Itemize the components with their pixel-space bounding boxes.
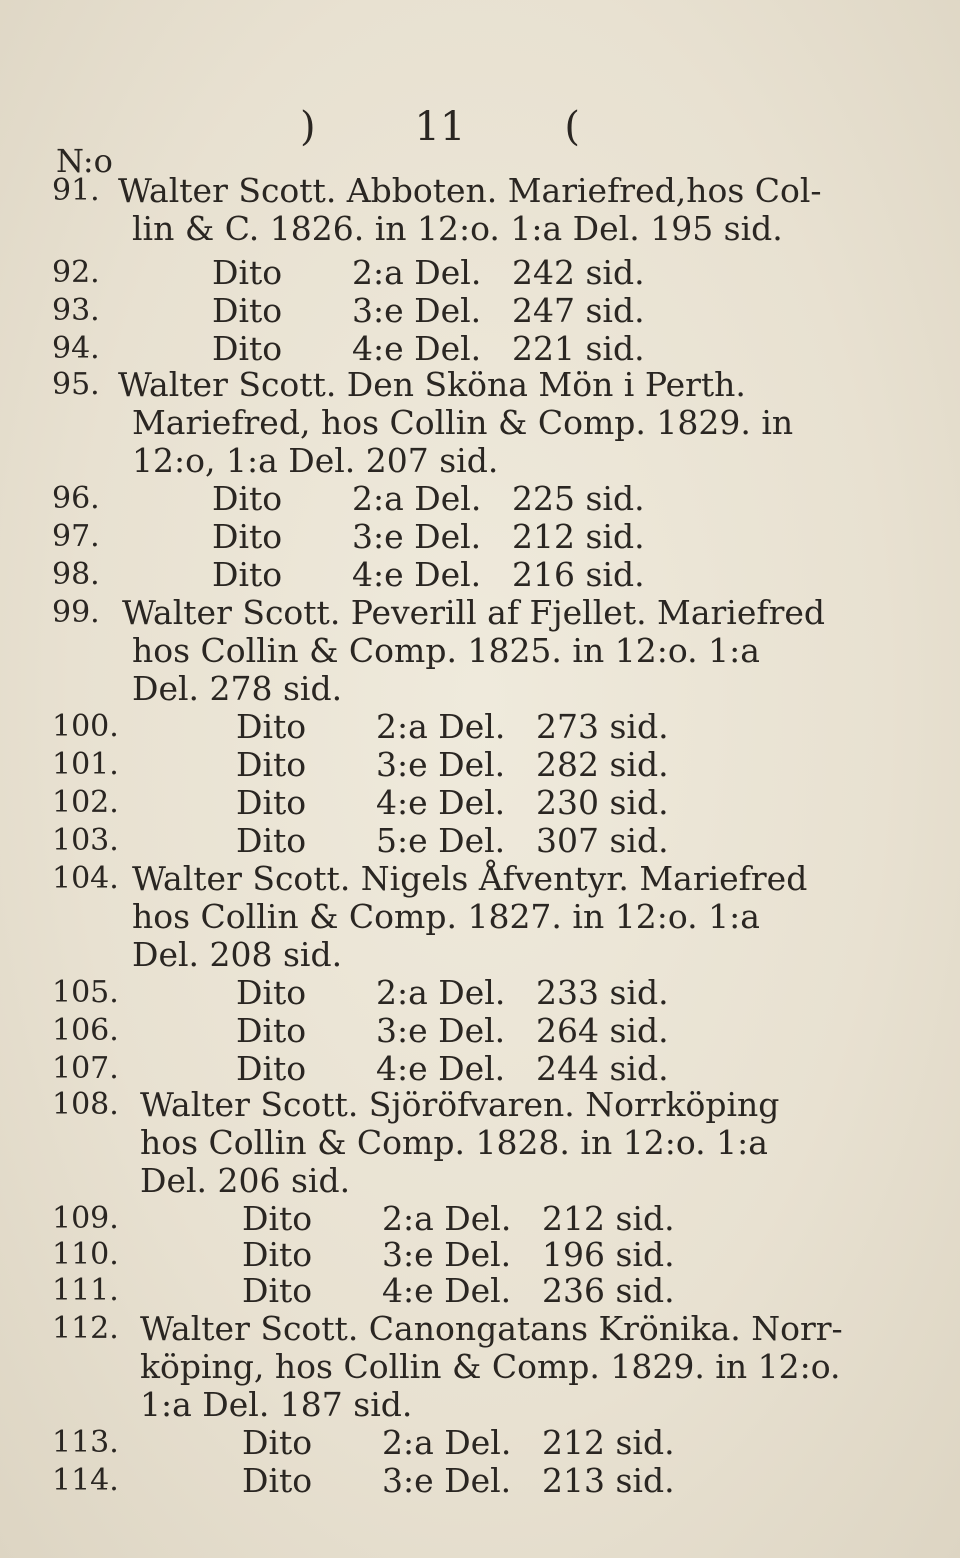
entry-number: 94.	[52, 331, 100, 366]
dito-entry	[236, 1012, 669, 1050]
dito-label: Dito	[242, 1199, 313, 1238]
entry-number: 101.	[52, 747, 119, 782]
entry-line: Del. 208 sid.	[132, 935, 343, 974]
dito-entry	[212, 254, 645, 292]
dito-label: Dito	[236, 973, 307, 1012]
volume-label: 4:e Del.	[352, 555, 482, 594]
page-count: 247 sid.	[512, 291, 645, 330]
dito-label: Dito	[236, 783, 307, 822]
dito-label: Dito	[212, 329, 283, 368]
volume-label: 2:a Del.	[352, 253, 482, 292]
entry-line: hos Collin & Comp. 1828. in 12:o. 1:a	[140, 1123, 768, 1162]
page-count: 242 sid.	[512, 253, 645, 292]
entry-line: hos Collin & Comp. 1825. in 12:o. 1:a	[132, 631, 760, 670]
page-count: 221 sid.	[512, 329, 645, 368]
dito-entry	[236, 784, 669, 822]
entry-number: 96.	[52, 481, 100, 516]
entry-number: 99.	[52, 595, 100, 630]
page-count: 307 sid.	[536, 821, 669, 860]
dito-label: Dito	[212, 517, 283, 556]
volume-label: 3:e Del.	[352, 291, 482, 330]
entry-number: 97.	[52, 519, 100, 554]
dito-label: Dito	[212, 291, 283, 330]
page-count: 212 sid.	[542, 1423, 675, 1462]
dito-entry	[236, 822, 669, 860]
dito-label: Dito	[236, 707, 307, 746]
dito-label: Dito	[212, 479, 283, 518]
header-left-mark: )	[300, 104, 316, 150]
volume-label: 2:a Del.	[382, 1423, 512, 1462]
dito-label: Dito	[212, 253, 283, 292]
dito-entry	[236, 746, 669, 784]
entry-number: 93.	[52, 293, 100, 328]
dito-label: Dito	[236, 1049, 307, 1088]
page-count: 273 sid.	[536, 707, 669, 746]
page-count: 236 sid.	[542, 1271, 675, 1310]
volume-label: 2:a Del.	[376, 707, 506, 746]
entry-line: Walter Scott. Den Sköna Mön i Perth.	[118, 365, 746, 404]
dito-entry	[212, 480, 645, 518]
entry-line: 1:a Del. 187 sid.	[140, 1385, 413, 1424]
dito-entry	[212, 556, 645, 594]
volume-label: 3:e Del.	[376, 745, 506, 784]
page-count: 225 sid.	[512, 479, 645, 518]
entry-number: 92.	[52, 255, 100, 290]
dito-entry	[212, 292, 645, 330]
dito-entry	[212, 330, 645, 368]
volume-label: 3:e Del.	[352, 517, 482, 556]
entry-number: 109.	[52, 1201, 119, 1236]
entry-line: Walter Scott. Nigels Åfventyr. Mariefred	[132, 859, 808, 898]
dito-label: Dito	[242, 1271, 313, 1310]
dito-label: Dito	[242, 1423, 313, 1462]
entry-number: 91.	[52, 173, 100, 208]
dito-entry	[242, 1424, 675, 1462]
dito-entry	[236, 974, 669, 1012]
dito-label: Dito	[236, 821, 307, 860]
dito-label: Dito	[236, 1011, 307, 1050]
entry-number: 108.	[52, 1087, 119, 1122]
entry-line: Walter Scott. Abboten. Mariefred,hos Col-	[118, 171, 822, 210]
entry-line: Walter Scott. Sjöröfvaren. Norrköping	[140, 1085, 780, 1124]
page-count: 282 sid.	[536, 745, 669, 784]
entry-number: 112.	[52, 1311, 119, 1346]
page-count: 233 sid.	[536, 973, 669, 1012]
page-count: 264 sid.	[536, 1011, 669, 1050]
volume-label: 3:e Del.	[382, 1461, 512, 1500]
entry-number: 111.	[52, 1273, 119, 1308]
page-count: 216 sid.	[512, 555, 645, 594]
entry-number: 102.	[52, 785, 119, 820]
entry-number: 106.	[52, 1013, 119, 1048]
entry-number: 95.	[52, 367, 100, 402]
entry-line: Del. 278 sid.	[132, 669, 343, 708]
page-count: 196 sid.	[542, 1235, 675, 1274]
dito-label: Dito	[242, 1461, 313, 1500]
header-right-mark: (	[564, 104, 580, 150]
dito-entry	[236, 1050, 669, 1088]
volume-label: 4:e Del.	[382, 1271, 512, 1310]
dito-entry	[242, 1462, 675, 1500]
entry-number: 98.	[52, 557, 100, 592]
dito-entry	[242, 1200, 675, 1238]
entry-line: Walter Scott. Canongatans Krönika. Norr-	[140, 1309, 843, 1348]
entry-number: 104.	[52, 861, 119, 896]
entry-number: 107.	[52, 1051, 119, 1086]
entry-line: Mariefred, hos Collin & Comp. 1829. in	[132, 403, 794, 442]
volume-label: 4:e Del.	[376, 1049, 506, 1088]
entry-line: hos Collin & Comp. 1827. in 12:o. 1:a	[132, 897, 760, 936]
volume-label: 2:a Del.	[352, 479, 482, 518]
page-count: 213 sid.	[542, 1461, 675, 1500]
volume-label: 4:e Del.	[376, 783, 506, 822]
entry-line: Del. 206 sid.	[140, 1161, 351, 1200]
page-count: 212 sid.	[542, 1199, 675, 1238]
entry-line: Walter Scott. Peverill af Fjellet. Mariefred	[122, 593, 826, 632]
entry-number: 110.	[52, 1237, 119, 1272]
entry-line: 12:o, 1:a Del. 207 sid.	[132, 441, 499, 480]
entry-line: köping, hos Collin & Comp. 1829. in 12:o.	[140, 1347, 841, 1386]
page-header	[300, 104, 580, 150]
dito-entry	[212, 518, 645, 556]
dito-label: Dito	[212, 555, 283, 594]
page-count: 212 sid.	[512, 517, 645, 556]
page-number: 11	[414, 104, 466, 150]
entry-line: lin & C. 1826. in 12:o. 1:a Del. 195 sid.	[132, 209, 783, 248]
volume-label: 2:a Del.	[382, 1199, 512, 1238]
page-count: 230 sid.	[536, 783, 669, 822]
dito-entry	[242, 1272, 675, 1310]
volume-label: 3:e Del.	[376, 1011, 506, 1050]
entry-number: 113.	[52, 1425, 119, 1460]
dito-entry	[242, 1236, 675, 1274]
dito-entry	[236, 708, 669, 746]
entry-number: 114.	[52, 1463, 119, 1498]
volume-label: 2:a Del.	[376, 973, 506, 1012]
volume-label: 3:e Del.	[382, 1235, 512, 1274]
volume-label: 4:e Del.	[352, 329, 482, 368]
entry-number: 105.	[52, 975, 119, 1010]
volume-label: 5:e Del.	[376, 821, 506, 860]
dito-label: Dito	[242, 1235, 313, 1274]
entry-number: 103.	[52, 823, 119, 858]
dito-label: Dito	[236, 745, 307, 784]
page-count: 244 sid.	[536, 1049, 669, 1088]
entry-number: 100.	[52, 709, 119, 744]
number-column-label: N:o	[56, 142, 113, 180]
